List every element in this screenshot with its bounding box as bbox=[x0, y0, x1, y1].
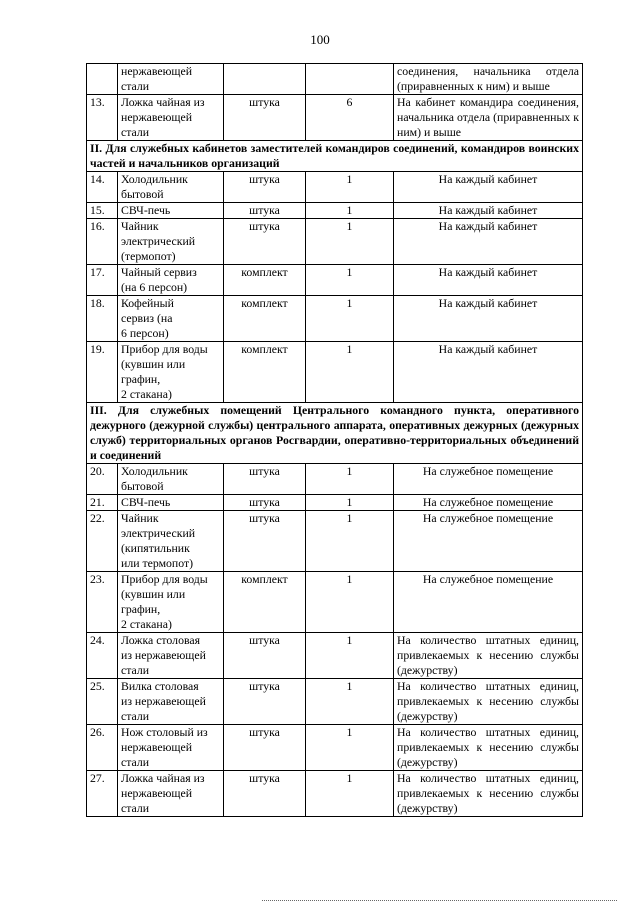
item-unit: штука bbox=[224, 771, 306, 817]
item-name: Чайный сервиз (на 6 персон) bbox=[118, 265, 224, 296]
item-number: 26. bbox=[87, 725, 118, 771]
item-name: Нож столовый из нержавеющей стали bbox=[118, 725, 224, 771]
item-unit bbox=[224, 64, 306, 95]
item-unit: штука bbox=[224, 203, 306, 219]
item-unit: штука bbox=[224, 495, 306, 511]
item-note: На каждый кабинет bbox=[394, 265, 583, 296]
item-number: 16. bbox=[87, 219, 118, 265]
page-number: 100 bbox=[310, 32, 330, 47]
item-number: 13. bbox=[87, 95, 118, 141]
item-number bbox=[87, 64, 118, 95]
item-quantity: 1 bbox=[306, 495, 394, 511]
scan-edge-line bbox=[262, 900, 617, 901]
table-row bbox=[87, 203, 583, 219]
item-note: соединения, начальника отдела (приравненных к ним) и выше bbox=[394, 64, 583, 95]
item-name: Холодильник бытовой bbox=[118, 172, 224, 203]
item-number: 22. bbox=[87, 511, 118, 572]
item-unit: комплект bbox=[224, 342, 306, 403]
equipment-norms-table bbox=[86, 63, 583, 817]
table-row bbox=[87, 265, 583, 296]
table-row bbox=[87, 464, 583, 495]
item-note: На служебное помещение bbox=[394, 464, 583, 495]
table-row bbox=[87, 679, 583, 725]
item-quantity bbox=[306, 64, 394, 95]
item-quantity: 1 bbox=[306, 296, 394, 342]
item-note: На каждый кабинет bbox=[394, 203, 583, 219]
table-row bbox=[87, 172, 583, 203]
item-name: Чайник электрический (кипятильник или термопот) bbox=[118, 511, 224, 572]
table-row bbox=[87, 296, 583, 342]
item-quantity: 1 bbox=[306, 511, 394, 572]
section-title: III. Для служебных помещений Центрального командного пункта, оперативного дежурного (дежурной службы) центрального аппарата, оперативных дежурных (дежурных служб) территориальных органов Росгвардии, оперативно-территориальных объединений и соединений bbox=[87, 403, 583, 464]
item-quantity: 1 bbox=[306, 572, 394, 633]
table-row bbox=[87, 64, 583, 95]
item-note: На каждый кабинет bbox=[394, 296, 583, 342]
item-unit: штука bbox=[224, 679, 306, 725]
item-note: На количество штатных единиц, привлекаемых к несению службы (дежурству) bbox=[394, 679, 583, 725]
item-note: На каждый кабинет bbox=[394, 342, 583, 403]
item-number: 14. bbox=[87, 172, 118, 203]
item-note: На каждый кабинет bbox=[394, 172, 583, 203]
item-number: 21. bbox=[87, 495, 118, 511]
item-number: 25. bbox=[87, 679, 118, 725]
item-number: 27. bbox=[87, 771, 118, 817]
item-number: 15. bbox=[87, 203, 118, 219]
item-quantity: 1 bbox=[306, 633, 394, 679]
item-name: Чайник электрический (термопот) bbox=[118, 219, 224, 265]
item-unit: комплект bbox=[224, 572, 306, 633]
item-number: 17. bbox=[87, 265, 118, 296]
item-unit: комплект bbox=[224, 265, 306, 296]
item-quantity: 1 bbox=[306, 172, 394, 203]
item-note: На служебное помещение bbox=[394, 495, 583, 511]
item-unit: штука bbox=[224, 219, 306, 265]
item-number: 19. bbox=[87, 342, 118, 403]
table-row bbox=[87, 771, 583, 817]
item-unit: штука bbox=[224, 511, 306, 572]
item-note: На каждый кабинет bbox=[394, 219, 583, 265]
item-name: Кофейный сервиз (на 6 персон) bbox=[118, 296, 224, 342]
item-unit: штука bbox=[224, 95, 306, 141]
table-body bbox=[87, 64, 583, 817]
section-header-row bbox=[87, 403, 583, 464]
item-note: На количество штатных единиц, привлекаемых к несению службы (дежурству) bbox=[394, 725, 583, 771]
item-note: На количество штатных единиц, привлекаемых к несению службы (дежурству) bbox=[394, 771, 583, 817]
item-name: СВЧ-печь bbox=[118, 495, 224, 511]
item-quantity: 1 bbox=[306, 342, 394, 403]
item-name: Вилка столовая из нержавеющей стали bbox=[118, 679, 224, 725]
item-name: Ложка столовая из нержавеющей стали bbox=[118, 633, 224, 679]
item-note: На количество штатных единиц, привлекаемых к несению службы (дежурству) bbox=[394, 633, 583, 679]
item-name: Прибор для воды (кувшин или графин, 2 стакана) bbox=[118, 572, 224, 633]
item-quantity: 1 bbox=[306, 771, 394, 817]
item-quantity: 1 bbox=[306, 219, 394, 265]
item-unit: штука bbox=[224, 633, 306, 679]
item-name: Ложка чайная из нержавеющей стали bbox=[118, 771, 224, 817]
item-quantity: 1 bbox=[306, 464, 394, 495]
item-name: СВЧ-печь bbox=[118, 203, 224, 219]
table-row bbox=[87, 572, 583, 633]
item-quantity: 1 bbox=[306, 725, 394, 771]
item-quantity: 1 bbox=[306, 203, 394, 219]
item-number: 20. bbox=[87, 464, 118, 495]
item-name: Ложка чайная из нержавеющей стали bbox=[118, 95, 224, 141]
item-note: На служебное помещение bbox=[394, 572, 583, 633]
item-unit: штука bbox=[224, 725, 306, 771]
item-name: нержавеющей стали bbox=[118, 64, 224, 95]
item-number: 18. bbox=[87, 296, 118, 342]
item-quantity: 1 bbox=[306, 679, 394, 725]
table-row bbox=[87, 633, 583, 679]
table-row bbox=[87, 95, 583, 141]
table-row bbox=[87, 342, 583, 403]
table-row bbox=[87, 725, 583, 771]
section-header-row bbox=[87, 141, 583, 172]
item-number: 24. bbox=[87, 633, 118, 679]
item-note: На кабинет командира соединения, начальника отдела (приравненных к ним) и выше bbox=[394, 95, 583, 141]
section-title: II. Для служебных кабинетов заместителей командиров соединений, командиров воинских частей и начальников организаций bbox=[87, 141, 583, 172]
table-row bbox=[87, 219, 583, 265]
item-unit: штука bbox=[224, 464, 306, 495]
item-unit: комплект bbox=[224, 296, 306, 342]
item-number: 23. bbox=[87, 572, 118, 633]
item-unit: штука bbox=[224, 172, 306, 203]
table-row bbox=[87, 511, 583, 572]
item-quantity: 1 bbox=[306, 265, 394, 296]
item-note: На служебное помещение bbox=[394, 511, 583, 572]
table-row bbox=[87, 495, 583, 511]
item-name: Прибор для воды (кувшин или графин, 2 стакана) bbox=[118, 342, 224, 403]
item-quantity: 6 bbox=[306, 95, 394, 141]
item-name: Холодильник бытовой bbox=[118, 464, 224, 495]
